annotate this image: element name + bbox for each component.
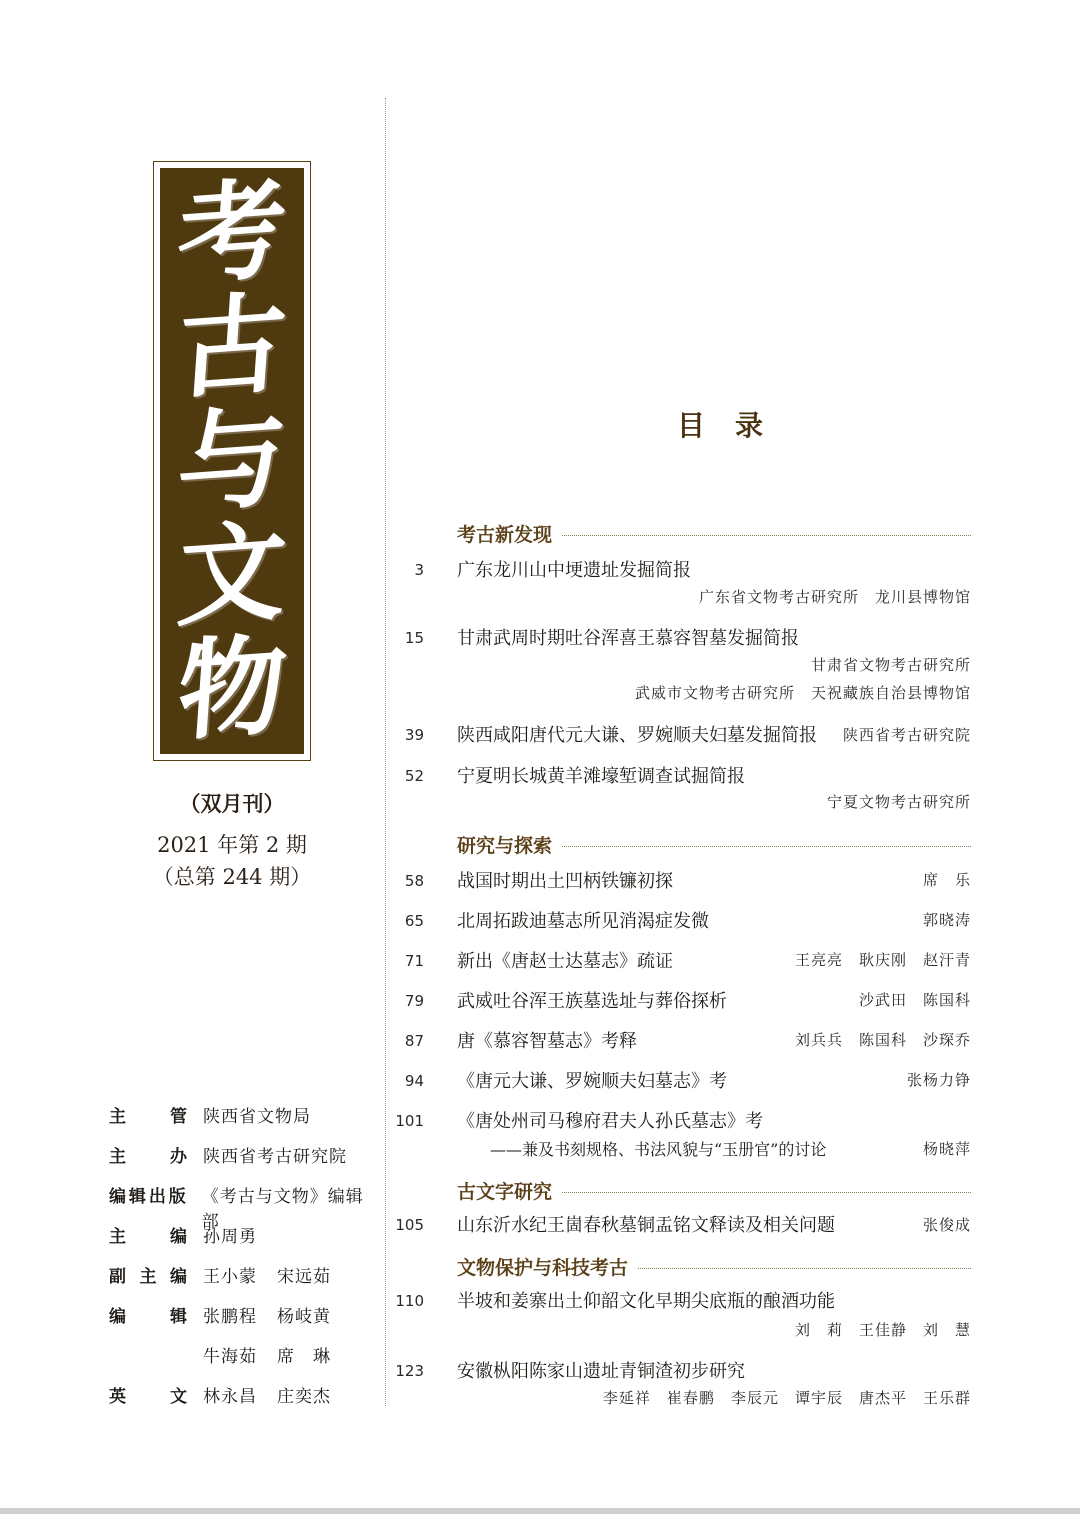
author: 刘 莉 bbox=[794, 1321, 843, 1339]
toc-heading-char: 目 bbox=[676, 409, 705, 442]
entry-page: 101 bbox=[395, 1112, 424, 1130]
entry-page: 123 bbox=[395, 1362, 424, 1380]
entry-authors bbox=[859, 989, 971, 1010]
entry-title[interactable]: 唐《慕容智墓志》考释 bbox=[457, 1031, 637, 1052]
staff-name: 林永昌 bbox=[203, 1387, 257, 1407]
journal-title-block bbox=[153, 161, 311, 761]
entry-title[interactable]: 武威吐谷浑王族墓选址与葬俗探析 bbox=[457, 991, 727, 1012]
entry-title[interactable]: 陕西咸阳唐代元大谦、罗婉顺夫妇墓发掘简报 bbox=[457, 725, 817, 746]
entry-title[interactable]: 广东龙川山中埂遗址发掘简报 bbox=[457, 560, 691, 581]
staff-role: 编辑 bbox=[109, 1307, 187, 1327]
entry-title[interactable]: 《唐处州司马穆府君夫人孙氏墓志》考 bbox=[457, 1111, 763, 1132]
title-char: 古 bbox=[173, 279, 291, 415]
author: 广东省文物考古研究所 bbox=[698, 588, 859, 606]
entry-title[interactable]: 战国时期出土凹柄铁镰初探 bbox=[457, 871, 673, 892]
toc-heading-char: 录 bbox=[735, 409, 764, 442]
dotted-rule bbox=[562, 535, 971, 536]
entry-page: 94 bbox=[404, 1072, 424, 1090]
author: 王乐群 bbox=[922, 1389, 971, 1407]
author: 龙川县博物馆 bbox=[874, 588, 971, 606]
section-title: 古文字研究 bbox=[457, 1181, 553, 1203]
title-char: 文 bbox=[173, 507, 291, 643]
author: 耿庆刚 bbox=[858, 951, 907, 969]
section-title: 考古新发现 bbox=[457, 524, 553, 546]
author: 郭晓涛 bbox=[922, 911, 971, 929]
author: 王亮亮 bbox=[794, 951, 843, 969]
entry-authors bbox=[699, 586, 971, 607]
entry-authors bbox=[923, 1138, 971, 1159]
entry-title[interactable]: 山东沂水纪王崮春秋墓铜盂铭文释读及相关问题 bbox=[457, 1215, 835, 1236]
author: 沙琛乔 bbox=[922, 1031, 971, 1049]
author: 宁夏文物考古研究所 bbox=[826, 793, 971, 811]
staff-row bbox=[109, 1142, 379, 1182]
entry-authors bbox=[795, 1319, 971, 1340]
author: 席 乐 bbox=[922, 871, 971, 889]
staff-role: 主办 bbox=[109, 1147, 187, 1167]
entry-page: 52 bbox=[404, 767, 424, 785]
author: 刘兵兵 bbox=[794, 1031, 843, 1049]
staff-name: 陕西省文物局 bbox=[203, 1107, 311, 1127]
section-heading bbox=[457, 831, 971, 858]
entry-authors bbox=[795, 1029, 971, 1050]
toc-heading bbox=[640, 404, 800, 444]
entry-page: 79 bbox=[404, 992, 424, 1010]
title-char: 考 bbox=[173, 165, 291, 301]
editorial-staff bbox=[109, 1102, 379, 1422]
entry-authors bbox=[923, 1214, 971, 1235]
entry-authors bbox=[827, 791, 971, 812]
dotted-rule bbox=[638, 1268, 971, 1269]
section-heading bbox=[457, 1177, 971, 1204]
dotted-rule bbox=[562, 846, 971, 847]
author: 李延祥 bbox=[602, 1389, 651, 1407]
entry-title[interactable]: 安徽枞阳陈家山遗址青铜渣初步研究 bbox=[457, 1361, 745, 1382]
staff-name: 王小蒙 bbox=[203, 1267, 257, 1287]
entry-page: 71 bbox=[404, 952, 424, 970]
staff-name: 陕西省考古研究院 bbox=[203, 1147, 347, 1167]
staff-row bbox=[109, 1382, 379, 1422]
section-title: 研究与探索 bbox=[457, 835, 553, 857]
entry-authors bbox=[635, 682, 971, 703]
entry-authors bbox=[843, 724, 971, 745]
total-issue-number: （总第 244 期） bbox=[152, 865, 312, 889]
staff-row bbox=[109, 1302, 379, 1342]
entry-page: 15 bbox=[404, 629, 424, 647]
staff-row bbox=[109, 1102, 379, 1142]
entry-title[interactable]: 《唐元大谦、罗婉顺夫妇墓志》考 bbox=[457, 1071, 727, 1092]
staff-name: 庄奕杰 bbox=[277, 1387, 331, 1407]
section-heading bbox=[457, 1253, 971, 1280]
author: 张俊成 bbox=[922, 1216, 971, 1234]
entry-title[interactable]: 半坡和姜寨出土仰韶文化早期尖底瓶的酿酒功能 bbox=[457, 1291, 835, 1312]
author: 唐杰平 bbox=[858, 1389, 907, 1407]
entry-page: 39 bbox=[404, 726, 424, 744]
staff-name: 席 琳 bbox=[277, 1347, 331, 1367]
staff-name: 宋远茹 bbox=[277, 1267, 331, 1287]
author: 陈国科 bbox=[922, 991, 971, 1009]
entry-title[interactable]: 新出《唐赵士达墓志》疏证 bbox=[457, 951, 673, 972]
staff-role: 编辑出版 bbox=[109, 1187, 186, 1207]
staff-row bbox=[109, 1182, 379, 1232]
entry-page: 110 bbox=[395, 1292, 424, 1310]
staff-role: 主编 bbox=[109, 1227, 187, 1247]
entry-page: 87 bbox=[404, 1032, 424, 1050]
issue-number: 2021 年第 2 期 bbox=[157, 833, 307, 857]
entry-authors bbox=[923, 909, 971, 930]
entry-title[interactable]: 北周拓跋迪墓志所见消渴症发微 bbox=[457, 911, 709, 932]
staff-name: 孙周勇 bbox=[203, 1227, 257, 1247]
publication-frequency: （双月刊） bbox=[179, 791, 285, 816]
author: 赵汗青 bbox=[922, 951, 971, 969]
staff-row bbox=[109, 1342, 379, 1382]
entry-subtitle: ——兼及书刻规格、书法风貌与“玉册官”的讨论 bbox=[490, 1140, 827, 1159]
title-char: 与 bbox=[173, 393, 291, 529]
entry-page: 65 bbox=[404, 912, 424, 930]
entry-page: 58 bbox=[404, 872, 424, 890]
column-divider bbox=[385, 98, 386, 1406]
staff-role: 主管 bbox=[109, 1107, 187, 1127]
section-heading bbox=[457, 520, 971, 547]
entry-page: 3 bbox=[414, 561, 424, 579]
section-title: 文物保护与科技考古 bbox=[457, 1257, 629, 1279]
staff-role: 副主编 bbox=[109, 1267, 187, 1287]
staff-name: 牛海茹 bbox=[203, 1347, 257, 1367]
author: 武威市文物考古研究所 bbox=[634, 684, 795, 702]
journal-title-plate bbox=[160, 165, 304, 757]
entry-authors bbox=[907, 1069, 971, 1090]
entry-title[interactable]: 宁夏明长城黄羊滩壕堑调查试掘简报 bbox=[457, 766, 745, 787]
author: 崔春鹏 bbox=[666, 1389, 715, 1407]
page-bottom-edge bbox=[0, 1508, 1080, 1514]
author: 谭宇辰 bbox=[794, 1389, 843, 1407]
author: 甘肃省文物考古研究所 bbox=[810, 656, 971, 674]
staff-name: 张鹏程 bbox=[203, 1307, 257, 1327]
author: 天祝藏族自治县博物馆 bbox=[810, 684, 971, 702]
author: 张杨力铮 bbox=[906, 1071, 971, 1089]
author: 陕西省考古研究院 bbox=[842, 726, 971, 744]
author: 李辰元 bbox=[730, 1389, 779, 1407]
entry-authors bbox=[923, 869, 971, 890]
entry-title[interactable]: 甘肃武周时期吐谷浑喜王慕容智墓发掘简报 bbox=[457, 628, 799, 649]
title-char: 物 bbox=[173, 621, 291, 757]
author: 杨晓萍 bbox=[922, 1140, 971, 1158]
author: 王佳静 bbox=[858, 1321, 907, 1339]
entry-authors bbox=[603, 1387, 971, 1408]
staff-name: 《考古与文物》编辑部 bbox=[201, 1187, 364, 1232]
entry-authors bbox=[811, 654, 971, 675]
staff-row bbox=[109, 1262, 379, 1302]
author: 陈国科 bbox=[858, 1031, 907, 1049]
author: 沙武田 bbox=[858, 991, 907, 1009]
staff-role: 英文 bbox=[109, 1387, 187, 1407]
entry-authors bbox=[795, 949, 971, 970]
entry-page: 105 bbox=[395, 1216, 424, 1234]
dotted-rule bbox=[562, 1192, 971, 1193]
staff-name: 杨岐黄 bbox=[277, 1307, 331, 1327]
author: 刘 慧 bbox=[922, 1321, 971, 1339]
